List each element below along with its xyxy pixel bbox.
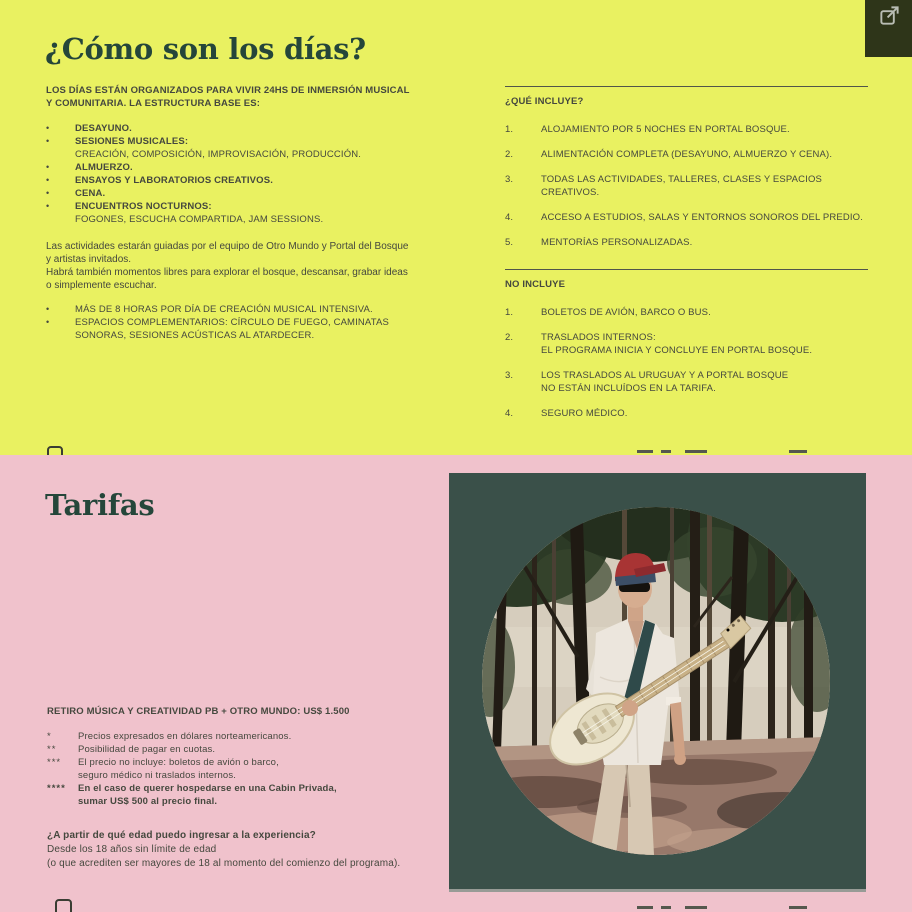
schedule-item: ENCUENTROS NOCTURNOS:	[75, 201, 212, 212]
paragraph-line: Las actividades estarán guiadas por el equipo de Otro Mundo y Portal del Bosque y artistas invitados.	[46, 241, 409, 265]
item-text-line2: EL PROGRAMA INICIA Y CONCLUYE EN PORTAL BOSQUE.	[541, 345, 813, 356]
list-item	[46, 187, 414, 200]
item-text: LOS TRASLADOS AL URUGUAY Y A PORTAL BOSQUE	[541, 370, 789, 381]
price-line: RETIRO MÚSICA Y CREATIVIDAD PB + OTRO MUNDO: US$ 1.500	[47, 706, 350, 717]
asterisk-marker: *	[47, 731, 52, 742]
age-answer: Desde los 18 años sin límite de edad	[47, 844, 217, 855]
item-number: 1.	[505, 307, 514, 318]
list-item	[46, 316, 414, 342]
days-intro: LOS DÍAS ESTÁN ORGANIZADOS PARA VIVIR 24HS DE INMERSIÓN MUSICAL Y COMUNITARIA. LA ESTRUCTURA BASE ES:	[46, 85, 410, 109]
note-item	[47, 756, 427, 782]
schedule-item: ENSAYOS Y LABORATORIOS CREATIVOS.	[75, 175, 273, 186]
note-text-line2: sumar US$ 500 al precio final.	[78, 796, 218, 807]
daily-schedule-list	[46, 122, 414, 226]
list-item	[505, 331, 868, 357]
divider	[505, 86, 868, 87]
note-text: En el caso de querer hospedarse en una Cabin Privada,	[78, 783, 337, 794]
item-text: TODAS LAS ACTIVIDADES, TALLERES, CLASES Y ESPACIOS	[541, 174, 822, 185]
list-item	[46, 174, 414, 187]
age-question: ¿A partir de qué edad puedo ingresar a la experiencia?	[47, 830, 316, 841]
includes-list	[505, 123, 868, 249]
note-item	[47, 782, 427, 808]
list-item	[46, 135, 414, 161]
item-text: ACCESO A ESTUDIOS, SALAS Y ENTORNOS SONOROS DEL PREDIO.	[541, 212, 864, 223]
item-number: 2.	[505, 149, 514, 160]
item-number: 4.	[505, 408, 514, 419]
external-link-icon	[878, 2, 901, 29]
list-item	[505, 173, 868, 199]
item-number: 3.	[505, 174, 514, 185]
item-text: MENTORÍAS PERSONALIZADAS.	[541, 237, 693, 248]
list-item	[46, 122, 414, 135]
page-title: ¿Cómo son los días?	[45, 32, 366, 67]
extra-item: MÁS DE 8 HORAS POR DÍA DE CREACIÓN MUSICAL INTENSIVA.	[75, 304, 373, 315]
item-number: 2.	[505, 332, 514, 343]
list-item	[505, 407, 868, 420]
schedule-item: DESAYUNO.	[75, 123, 132, 134]
schedule-item-detail: CREACIÓN, COMPOSICIÓN, IMPROVISACIÓN, PRODUCCIÓN.	[75, 149, 362, 160]
note-text: El precio no incluye: boletos de avión o barco,	[78, 757, 279, 768]
item-number: 1.	[505, 124, 514, 135]
photo-panel	[449, 473, 866, 889]
cut-off-logo-square	[47, 446, 63, 455]
price-notes-list	[47, 730, 427, 808]
musician-photo	[482, 507, 830, 855]
open-external-button[interactable]	[865, 0, 912, 57]
list-item	[505, 123, 868, 136]
note-item	[47, 730, 427, 743]
bullet-icon	[46, 174, 75, 187]
item-text: BOLETOS DE AVIÓN, BARCO O BUS.	[541, 307, 711, 318]
item-text: TRASLADOS INTERNOS:	[541, 332, 656, 343]
extras-list	[46, 303, 414, 342]
list-item	[505, 306, 868, 319]
item-number: 4.	[505, 212, 514, 223]
days-paragraph	[46, 240, 414, 292]
cut-off-logo-square	[55, 899, 72, 912]
schedule-item: ALMUERZO.	[75, 162, 133, 173]
list-item	[505, 211, 868, 224]
slide-tarifas	[0, 455, 912, 912]
divider	[505, 269, 868, 270]
item-text: ALOJAMIENTO POR 5 NOCHES EN PORTAL BOSQUE.	[541, 124, 790, 135]
days-left-column	[46, 84, 414, 342]
not-includes-header: NO INCLUYE	[505, 279, 566, 290]
paragraph-line: Habrá también momentos libres para explorar el bosque, descansar, grabar ideas o simplemente escuchar.	[46, 267, 408, 291]
bullet-icon	[46, 200, 75, 226]
note-item	[47, 743, 427, 756]
list-item	[505, 148, 868, 161]
list-item	[505, 369, 868, 395]
page-title: Tarifas	[45, 488, 155, 523]
bullet-icon	[46, 303, 75, 316]
bullet-icon	[46, 161, 75, 174]
list-item	[505, 236, 868, 249]
item-text-line2: NO ESTÁN INCLUÍDOS EN LA TARIFA.	[541, 383, 716, 394]
schedule-item-detail: FOGONES, ESCUCHA COMPARTIDA, JAM SESSIONS.	[75, 214, 324, 225]
item-text: ALIMENTACIÓN COMPLETA (DESAYUNO, ALMUERZO Y CENA).	[541, 149, 833, 160]
item-text: SEGURO MÉDICO.	[541, 408, 628, 419]
item-number: 5.	[505, 237, 514, 248]
list-item	[46, 303, 414, 316]
list-item	[46, 200, 414, 226]
slide-como-son-los-dias	[0, 0, 912, 455]
extra-item: ESPACIOS COMPLEMENTARIOS: CÍRCULO DE FUEGO, CAMINATAS SONORAS, SESIONES ACÚSTICAS AL ATARDECER.	[75, 317, 389, 341]
bullet-icon	[46, 135, 75, 161]
asterisk-marker: ****	[47, 783, 66, 794]
tarifas-text-column	[47, 705, 427, 808]
schedule-item: SESIONES MUSICALES:	[75, 136, 189, 147]
not-includes-list	[505, 306, 868, 420]
includes-header: ¿QUÉ INCLUYE?	[505, 96, 584, 107]
note-text: Posibilidad de pagar en cuotas.	[78, 744, 216, 755]
schedule-item: CENA.	[75, 188, 106, 199]
item-number: 3.	[505, 370, 514, 381]
bullet-icon	[46, 122, 75, 135]
age-answer: (o que acrediten ser mayores de 18 al momento del comienzo del programa).	[47, 858, 401, 869]
item-text-line2: CREATIVOS.	[541, 187, 600, 198]
forest-guitarist-illustration	[482, 507, 830, 855]
bullet-icon	[46, 187, 75, 200]
note-text-line2: seguro médico ni traslados internos.	[78, 770, 237, 781]
asterisk-marker: **	[47, 744, 57, 755]
bullet-icon	[46, 316, 75, 342]
list-item	[46, 161, 414, 174]
days-right-column	[505, 0, 868, 432]
age-faq	[47, 829, 427, 871]
asterisk-marker: ***	[47, 757, 62, 768]
note-text: Precios expresados en dólares norteamericanos.	[78, 731, 292, 742]
